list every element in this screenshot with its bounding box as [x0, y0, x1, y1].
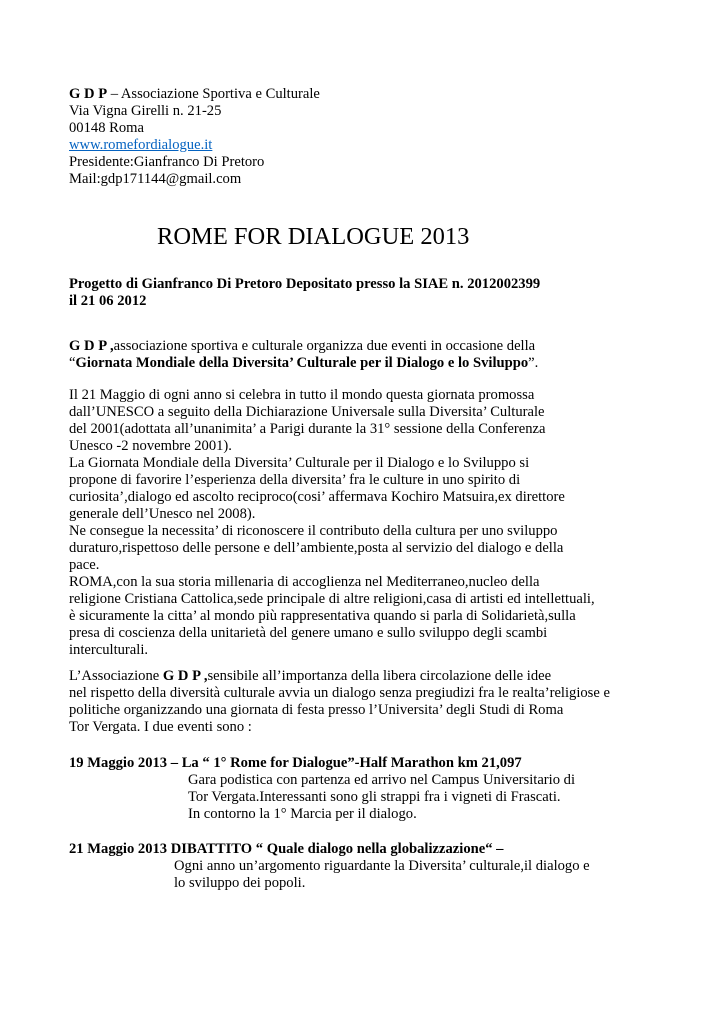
assoc-line: Tor Vergata. I due eventi sono : — [69, 719, 252, 735]
body-line: Unesco -2 novembre 2001). — [69, 438, 232, 454]
body-line: ROMA,con la sua storia millenaria di accoglienza nel Mediterraneo,nucleo della — [69, 574, 540, 590]
body-line: propone di favorire l’esperienza della diversita’ fra le culture in uno spirito di — [69, 472, 521, 488]
body-line: Il 21 Maggio di ogni anno si celebra in tutto il mondo questa giornata promossa — [69, 387, 535, 403]
giornata-title: Giornata Mondiale della Diversita’ Culturale per il Dialogo e lo Sviluppo — [75, 355, 529, 371]
body-line: Ne consegue la necessita’ di riconoscere il contributo della cultura per uno sviluppo — [69, 523, 558, 539]
project-line-1: Progetto di Gianfranco Di Pretoro Depositato presso la SIAE n. 2012002399 — [69, 276, 541, 292]
body-line: generale dell’Unesco nel 2008). — [69, 506, 256, 522]
intro-text: associazione sportiva e culturale organizza due eventi in occasione della — [113, 338, 536, 354]
event-2-line: Ogni anno un’argomento riguardante la Diversita’ culturale,il dialogo e — [174, 858, 590, 874]
event-2 — [69, 841, 704, 892]
event-1-heading — [69, 755, 704, 772]
intro-block — [69, 338, 704, 372]
website-link[interactable]: www.romefordialogue.it — [69, 137, 213, 153]
intro-line-2 — [69, 355, 704, 372]
event-1-title: – La “ 1° Rome for Dialogue”-Half Marathon km 21,097 — [170, 755, 522, 771]
assoc-prefix: L’Associazione — [69, 668, 163, 684]
event-1-line: Gara podistica con partenza ed arrivo nel Campus Universitario di — [188, 772, 576, 788]
org-rest: – Associazione Sportiva e Culturale — [107, 86, 320, 102]
body-line: presa di coscienza della unitarietà del genere umano e sullo sviluppo degli scambi — [69, 625, 548, 641]
intro-line-1 — [69, 338, 704, 355]
assoc-line-1 — [69, 668, 704, 685]
body-paragraph — [69, 387, 704, 659]
org-line — [69, 86, 704, 103]
body-line: curiosita’,dialogo ed ascolto reciproco(cosi’ affermava Kochiro Matsuira,ex direttore — [69, 489, 565, 505]
assoc-line: nel rispetto della diversità culturale avvia un dialogo senza pregiudizi fra le realta’religiose e — [69, 685, 610, 701]
body-line: dall’UNESCO a seguito della Dichiarazione Universale sulla Diversita’ Culturale — [69, 404, 545, 420]
body-line: religione Cristiana Cattolica,sede principale di altre religioni,casa di artisti ed intellettuali, — [69, 591, 595, 607]
page-title: ROME FOR DIALOGUE 2013 — [157, 223, 470, 250]
event-2-line: lo sviluppo dei popoli. — [174, 875, 306, 891]
address: Via Vigna Girelli n. 21-25 — [69, 103, 222, 119]
body-line: La Giornata Mondiale della Diversita’ Culturale per il Dialogo e lo Sviluppo si — [69, 455, 530, 471]
assoc-paragraph — [69, 668, 704, 736]
intro-gdp: G D P , — [69, 338, 114, 354]
assoc-rest: sensibile all’importanza della libera circolazione delle idee — [207, 668, 552, 684]
event-2-heading: 21 Maggio 2013 DIBATTITO “ Quale dialogo nella globalizzazione“ – — [69, 841, 504, 857]
project-line-2: il 21 06 2012 — [69, 293, 147, 309]
body-line: interculturali. — [69, 642, 149, 658]
event-1-date: 19 Maggio 2013 — [69, 755, 171, 771]
event-1-line: In contorno la 1° Marcia per il dialogo. — [188, 806, 417, 822]
body-line: pace. — [69, 557, 100, 573]
org-short: G D P — [69, 86, 108, 102]
project-block — [69, 276, 704, 310]
mail: Mail:gdp171144@gmail.com — [69, 171, 242, 187]
quote-close: ”. — [528, 355, 539, 371]
body-line: è sicuramente la citta’ al mondo più rappresentativa quando si parla di Solidarietà,sulla — [69, 608, 576, 624]
body-line: duraturo,rispettoso delle persone e dell’ambiente,posta al servizio del dialogo e della — [69, 540, 564, 556]
event-1-line: Tor Vergata.Interessanti sono gli strappi fra i vigneti di Frascati. — [188, 789, 561, 805]
president: Presidente:Gianfranco Di Pretoro — [69, 154, 265, 170]
city: 00148 Roma — [69, 120, 144, 136]
body-line: del 2001(adottata all’unanimita’ a Parigi durante la 31° sessione della Conferenza — [69, 421, 546, 437]
header-block — [69, 86, 704, 188]
event-1 — [69, 755, 704, 823]
quote-open: “ — [69, 355, 76, 371]
assoc-gdp: G D P , — [162, 668, 208, 684]
assoc-line: politiche organizzando una giornata di festa presso l’Universita’ degli Studi di Roma — [69, 702, 564, 718]
